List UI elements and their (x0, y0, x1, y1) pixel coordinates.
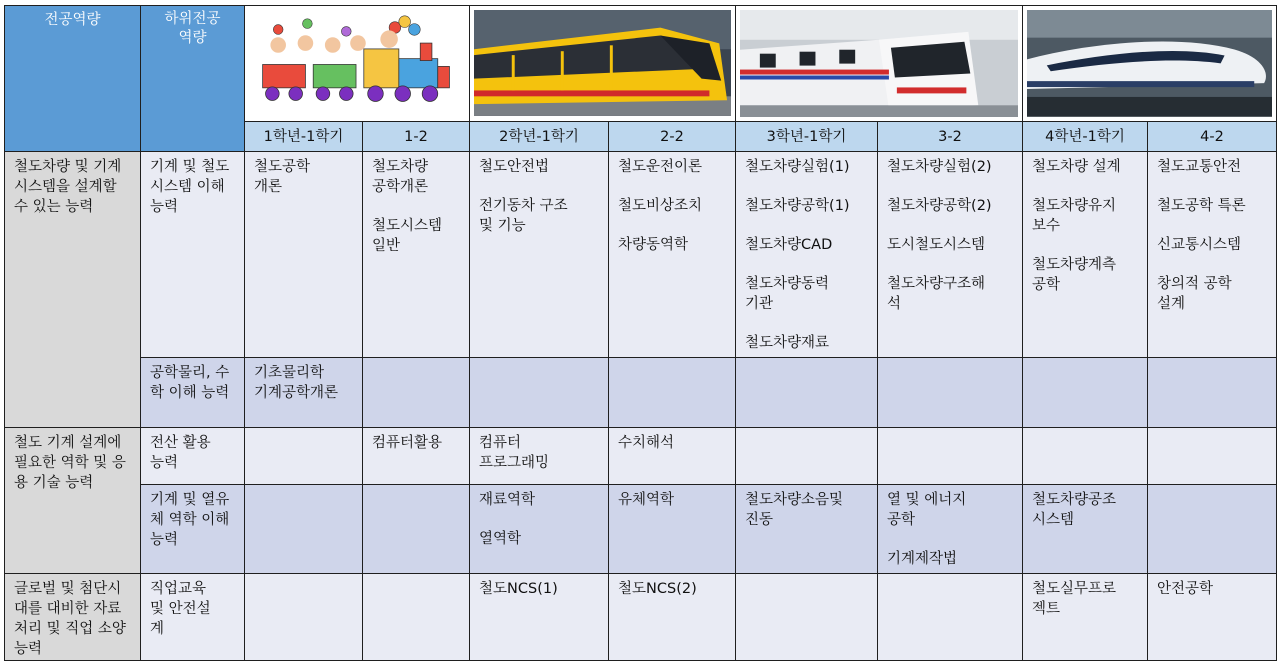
semester-3-2: 3-2 (878, 122, 1023, 152)
course-name: 유체역학 (618, 492, 675, 508)
course-name: 기초물리학 기계공학개론 (254, 365, 339, 401)
course-name: 철도비상조치 (618, 198, 703, 214)
competency-mechanics: 철도 기계 설계에 필요한 역학 및 응용 기술 능력 (5, 428, 141, 574)
course-cell (736, 574, 878, 661)
competency-design: 철도차량 및 기계시스템을 설계할 수 있는 능력 (5, 152, 141, 428)
course-name: 철도차량 공학개론 (372, 159, 429, 195)
course-cell (609, 428, 736, 485)
course-name: 철도시스템 일반 (372, 218, 443, 254)
course-name: 철도운전이론 (618, 159, 703, 175)
course-name: 철도차량공학(2) (887, 198, 992, 214)
semester-1-2: 1-2 (363, 122, 470, 152)
course-name: 철도차량실험(2) (887, 159, 992, 175)
course-cell (470, 428, 609, 485)
header-sub-competency: 하위전공 역량 (141, 6, 245, 152)
course-cell (878, 428, 1023, 485)
semester-4-1: 4학년-1학기 (1023, 122, 1148, 152)
course-name: 컴퓨터활용 (372, 435, 443, 451)
sub-competency-system-understanding: 기계 및 철도 시스템 이해 능력 (141, 152, 245, 358)
course-cell (470, 358, 609, 428)
course-name: 철도차량 설계 (1032, 159, 1121, 175)
course-cell (1023, 574, 1148, 661)
semester-2-2: 2-2 (609, 122, 736, 152)
course-name: 철도차량CAD (745, 237, 833, 253)
course-cell (736, 358, 878, 428)
cartoon-toy-train-image (245, 6, 470, 122)
course-name: 창의적 공학 설계 (1157, 276, 1232, 312)
course-cell (245, 152, 363, 358)
course-name: 신교통시스템 (1157, 237, 1242, 253)
course-name: 철도교통안전 (1157, 159, 1242, 175)
sub-competency-thermo-fluid: 기계 및 열유체 역학 이해 능력 (141, 485, 245, 574)
course-name: 철도NCS(2) (618, 581, 697, 597)
course-cell (609, 152, 736, 358)
course-cell (1148, 358, 1277, 428)
semester-2-1: 2학년-1학기 (470, 122, 609, 152)
course-cell (470, 574, 609, 661)
course-name: 재료역학 (479, 492, 536, 508)
course-cell (1023, 152, 1148, 358)
course-cell (878, 152, 1023, 358)
course-cell (363, 428, 470, 485)
course-name: 철도실무프로 젝트 (1032, 581, 1117, 617)
course-cell (609, 358, 736, 428)
course-name: 수치해석 (618, 435, 675, 451)
course-name: 열 및 에너지 공학 (887, 492, 967, 528)
course-name: 철도차량재료 (745, 335, 830, 351)
course-name: 안전공학 (1157, 581, 1214, 597)
course-cell (736, 428, 878, 485)
course-cell (1023, 358, 1148, 428)
course-cell (878, 358, 1023, 428)
competency-global: 글로벌 및 첨단시대를 대비한 자료 처리 및 직업 소양 능력 (5, 574, 141, 661)
cartoon-toy-train-image (249, 10, 465, 115)
course-cell (363, 485, 470, 574)
course-name: 철도공학 개론 (254, 159, 311, 195)
course-cell (245, 485, 363, 574)
high-speed-train-image (1023, 6, 1277, 122)
course-cell (245, 428, 363, 485)
course-cell (878, 574, 1023, 661)
course-name: 철도안전법 (479, 159, 550, 175)
course-cell (1023, 485, 1148, 574)
course-cell (1148, 152, 1277, 358)
sub-competency-computing: 전산 활용 능력 (141, 428, 245, 485)
course-cell (609, 485, 736, 574)
course-name: 철도공학 특론 (1157, 198, 1246, 214)
course-cell (736, 485, 878, 574)
course-cell (1148, 485, 1277, 574)
course-cell (878, 485, 1023, 574)
subway-train-image (740, 10, 1018, 117)
course-name: 도시철도시스템 (887, 237, 986, 253)
course-name: 기계제작법 (887, 551, 958, 567)
course-cell (736, 152, 878, 358)
course-name: 철도차량실험(1) (745, 159, 850, 175)
course-cell (1023, 428, 1148, 485)
course-cell (1148, 574, 1277, 661)
course-name: 철도차량구조해 석 (887, 276, 986, 312)
course-name: 철도차량유지 보수 (1032, 198, 1117, 234)
course-name: 컴퓨터 프로그래밍 (479, 435, 550, 471)
course-cell (1148, 428, 1277, 485)
course-name: 차량동역학 (618, 237, 689, 253)
header-competency: 전공역량 (5, 6, 141, 152)
yellow-tram-image (474, 10, 731, 116)
high-speed-train-image (1027, 10, 1272, 117)
course-name: 철도차량소음및 진동 (745, 492, 844, 528)
course-cell (363, 358, 470, 428)
semester-3-1: 3학년-1학기 (736, 122, 878, 152)
course-cell (470, 485, 609, 574)
yellow-tram-image (470, 6, 736, 122)
semester-4-2: 4-2 (1148, 122, 1277, 152)
course-name: 철도차량공조 시스템 (1032, 492, 1117, 528)
course-cell (245, 574, 363, 661)
course-name: 철도차량공학(1) (745, 198, 850, 214)
sub-competency-vocational-safety: 직업교육 및 안전설 계 (141, 574, 245, 661)
course-cell (363, 152, 470, 358)
course-cell (609, 574, 736, 661)
course-name: 철도차량동력 기관 (745, 276, 830, 312)
course-name: 전기동차 구조 및 기능 (479, 198, 568, 234)
subway-train-image (736, 6, 1023, 122)
course-cell (245, 358, 363, 428)
curriculum-table (4, 5, 1277, 661)
course-cell (363, 574, 470, 661)
course-name: 철도차량계측 공학 (1032, 257, 1117, 293)
sub-competency-physics-math: 공학물리, 수학 이해 능력 (141, 358, 245, 428)
course-name: 열역학 (479, 531, 522, 547)
semester-1-1: 1학년-1학기 (245, 122, 363, 152)
course-name: 철도NCS(1) (479, 581, 558, 597)
course-cell (470, 152, 609, 358)
